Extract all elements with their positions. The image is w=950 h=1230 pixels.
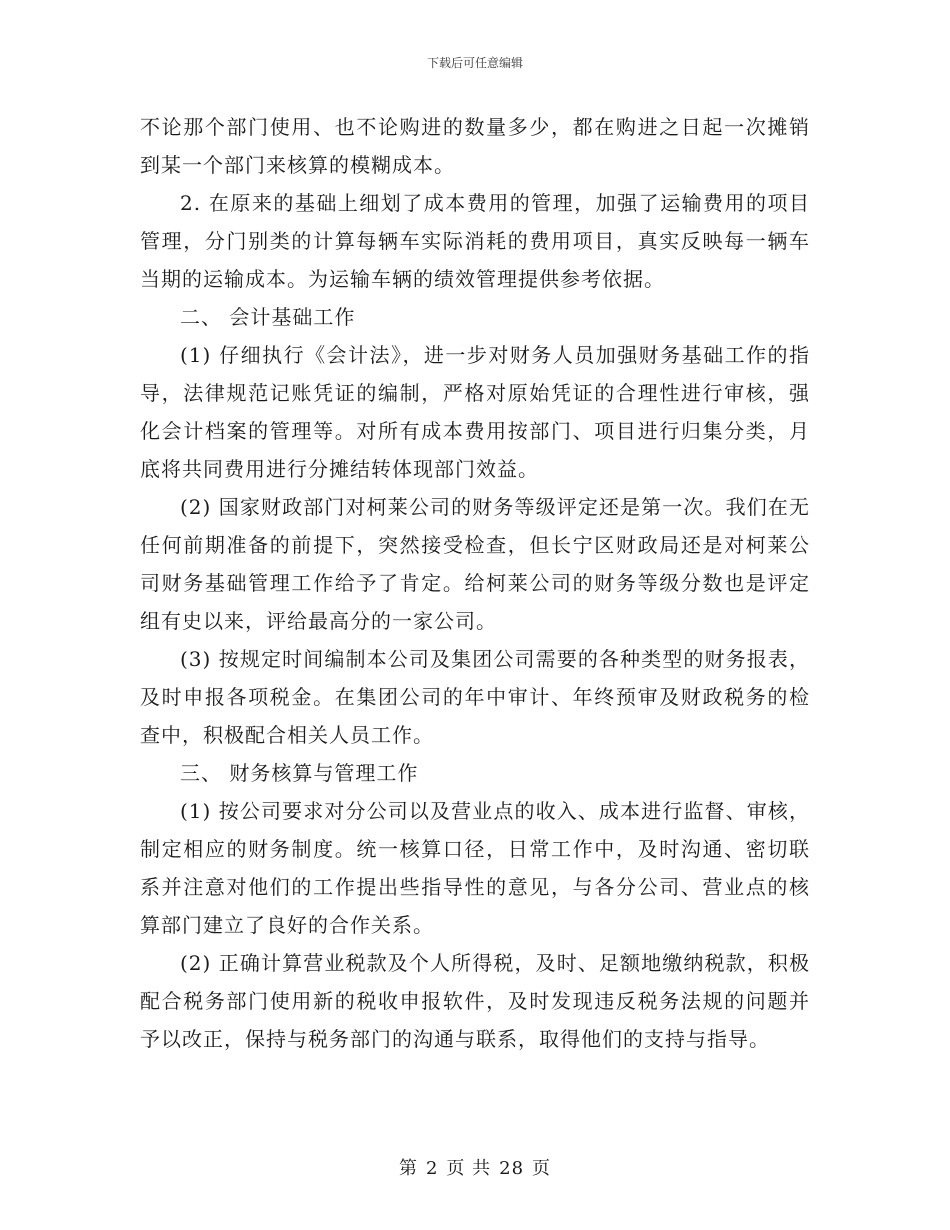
paragraph-finance-2: (2) 正确计算营业税款及个人所得税，及时、足额地缴纳税款，积极配合税务部门使用新的税收申报软件，及时发现违反税务法规的问题并予以改正，保持与税务部门的沟通与联系，取得他们的支持与指导。	[140, 951, 810, 1051]
page-footer	[0, 1154, 950, 1180]
footer-middle: 页 共	[446, 1158, 492, 1179]
paragraph-item-2: 2. 在原来的基础上细划了成本费用的管理，加强了运输费用的项目管理，分门别类的计算每辆车实际消耗的费用项目，真实反映每一辆车当期的运输成本。为运输车辆的绩效管理提供参考依据。	[140, 191, 810, 291]
section-heading-financial-management: 三、 财务核算与管理工作	[180, 761, 419, 785]
document-body	[140, 108, 810, 1058]
section-heading-accounting-basics: 二、 会计基础工作	[180, 305, 356, 329]
footer-prefix: 第	[398, 1158, 418, 1179]
paragraph-accounting-2: (2) 国家财政部门对柯莱公司的财务等级评定还是第一次。我们在无任何前期准备的前提下，突然接受检查，但长宁区财政局还是对柯莱公司财务基础管理工作给予了肯定。给柯莱公司的财务等级分数也是评定组有史以来，评给最高分的一家公司。	[140, 495, 810, 633]
header-note: 下载后可任意编辑	[426, 56, 523, 70]
paragraph-continuation: 不论那个部门使用、也不论购进的数量多少，都在购进之日起一次摊销到某一个部门来核算的模糊成本。	[140, 115, 810, 177]
footer-total-pages: 28	[499, 1158, 525, 1179]
paragraph-accounting-3: (3) 按规定时间编制本公司及集团公司需要的各种类型的财务报表，及时申报各项税金。在集团公司的年中审计、年终预审及财政税务的检查中，积极配合相关人员工作。	[140, 647, 810, 747]
paragraph-finance-1: (1) 按公司要求对分公司以及营业点的收入、成本进行监督、审核，制定相应的财务制度。统一核算口径，日常工作中，及时沟通、密切联系并注意对他们的工作提出些指导性的意见，与各分公司、营业点的核算部门建立了良好的合作关系。	[140, 799, 810, 937]
footer-page-number: 2	[425, 1158, 439, 1179]
paragraph-accounting-1: (1) 仔细执行《会计法》，进一步对财务人员加强财务基础工作的指导，法律规范记账凭证的编制，严格对原始凭证的合理性进行审核，强化会计档案的管理等。对所有成本费用按部门、项目进行归集分类，月底将共同费用进行分摊结转体现部门效益。	[140, 343, 810, 481]
footer-suffix: 页	[532, 1158, 552, 1179]
